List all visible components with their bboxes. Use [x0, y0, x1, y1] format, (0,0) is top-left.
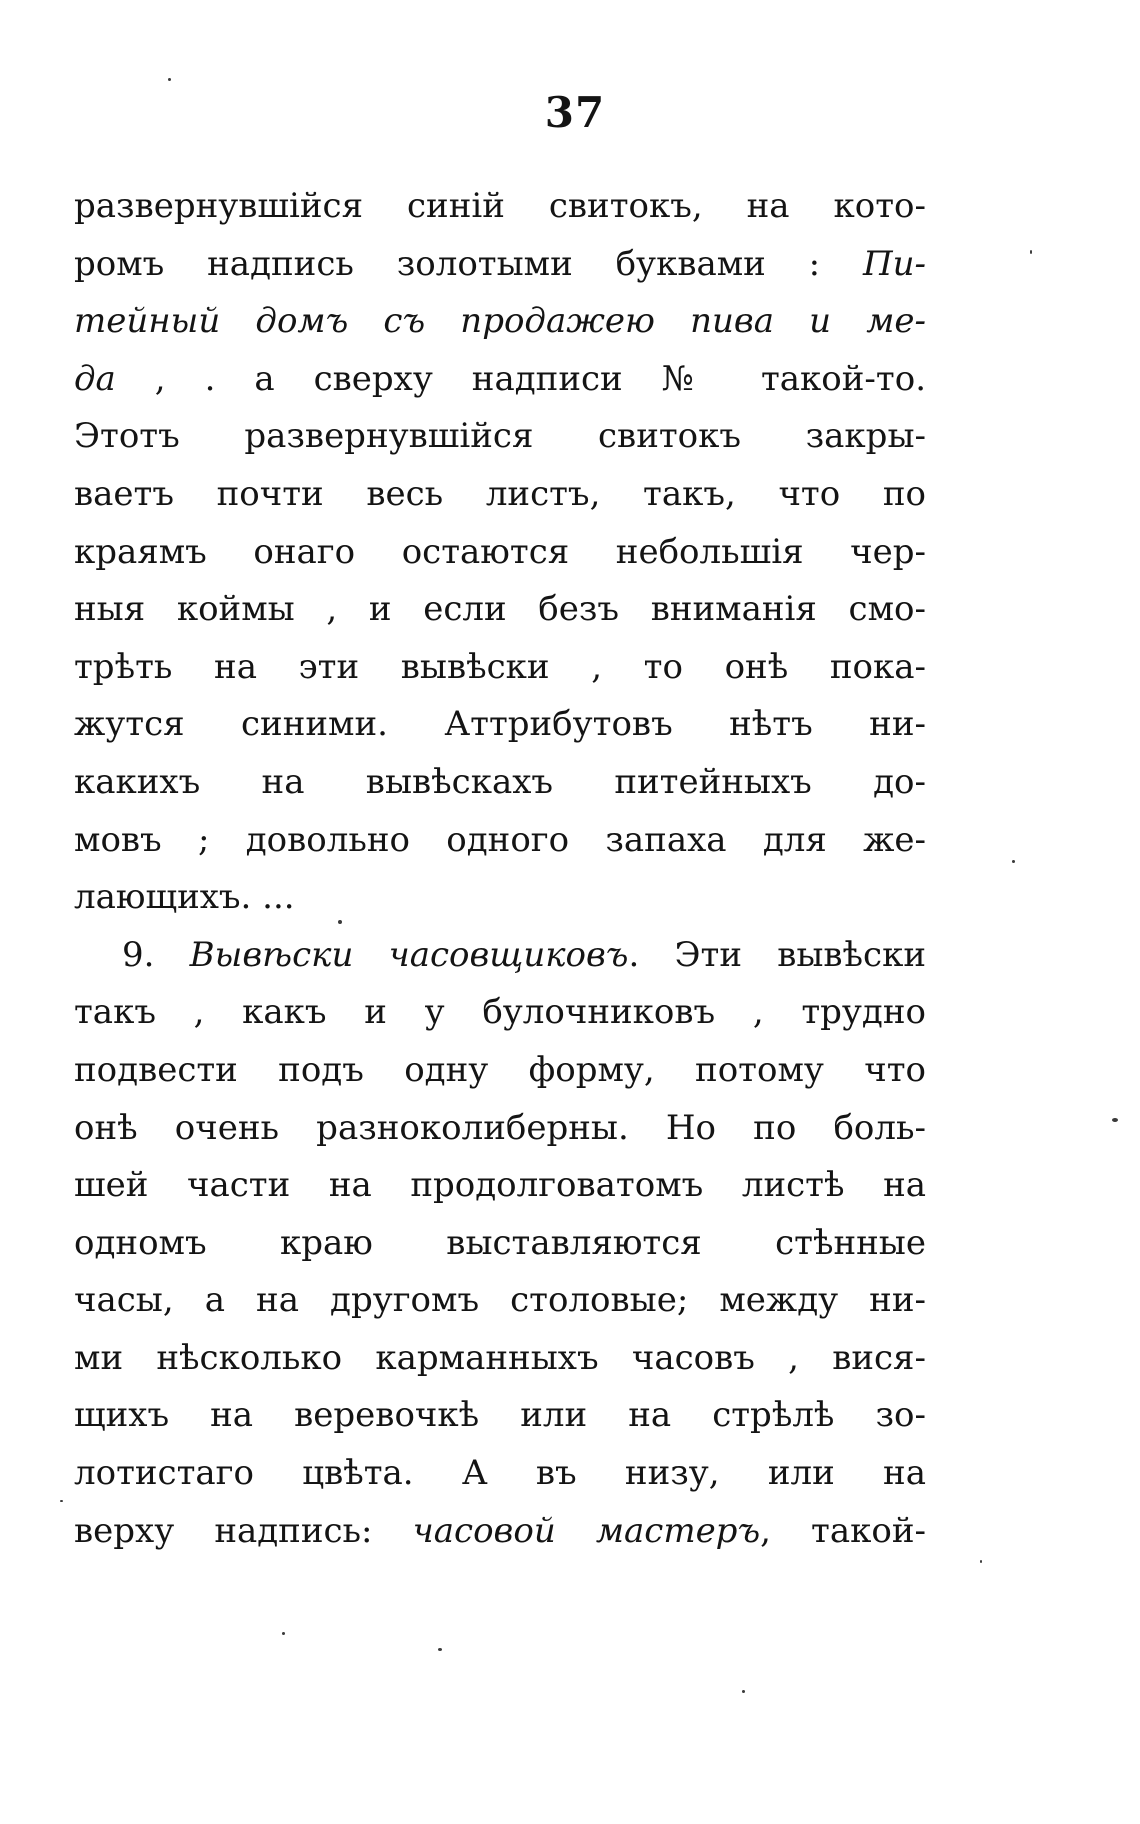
text-line [74, 1157, 926, 1215]
text-run: , . а сверху надписи № такой-то. [115, 358, 926, 399]
text-line [74, 754, 926, 812]
paper-speck [168, 78, 171, 81]
text-line [74, 408, 926, 466]
text-line [74, 927, 926, 985]
italic-text: тейный домъ съ продажею пива и ме- [74, 301, 926, 342]
text-run: шей части на продолговатомъ листѣ на [74, 1165, 926, 1206]
paper-speck [60, 1500, 63, 1502]
paper-speck [438, 1648, 442, 1651]
text-run: такъ , какъ и у булочниковъ , трудно [74, 992, 926, 1033]
paper-speck [338, 920, 342, 924]
text-line [74, 581, 926, 639]
text-run: лающихъ. ... [74, 877, 295, 918]
text-line [74, 351, 926, 409]
italic-text: часовой мастеръ [412, 1510, 761, 1551]
text-run: жутся синими. Аттрибутовъ нѣтъ ни- [74, 704, 926, 745]
text-line [74, 869, 926, 927]
text-run: развернувшійся синій свитокъ, на кото- [74, 186, 926, 226]
page-number: 37 [544, 88, 606, 137]
text-line [74, 1042, 926, 1100]
text-line [74, 1387, 926, 1445]
text-run: мовъ ; довольно одного запаха для же- [74, 819, 926, 860]
text-run: ми нѣсколько карманныхъ часовъ , вися- [74, 1337, 926, 1378]
text-line [74, 984, 926, 1042]
text-line [74, 639, 926, 697]
text-run: щихъ на веревочкѣ или на стрѣлѣ зо- [74, 1395, 926, 1436]
text-run: одномъ краю выставляются стѣнные [74, 1222, 926, 1263]
text-line [74, 1445, 926, 1503]
body-text [74, 178, 926, 1560]
text-run: краямъ онаго остаются небольшія чер- [74, 531, 926, 572]
text-run: верху надпись: [74, 1510, 413, 1551]
text-run: трѣть на эти вывѣски , то онѣ пока- [74, 646, 926, 687]
text-line [74, 1503, 926, 1561]
text-run: . Эти вывѣски [628, 934, 926, 975]
text-line [74, 466, 926, 524]
text-line [74, 1100, 926, 1158]
text-run: ромъ надпись золотыми буквами : [74, 243, 863, 284]
text-line [74, 236, 926, 294]
italic-text: да [74, 358, 116, 399]
text-run: Этотъ развернувшійся свитокъ закры- [74, 416, 926, 457]
text-line [74, 1330, 926, 1388]
text-line [74, 812, 926, 870]
paper-speck [980, 1560, 982, 1563]
text-line [74, 696, 926, 754]
text-run: часы, а на другомъ столовые; между ни- [74, 1280, 926, 1321]
text-run: подвести подъ одну форму, потому что [74, 1049, 926, 1090]
text-line [74, 524, 926, 582]
text-line [74, 293, 926, 351]
text-run: ныя коймы , и если безъ вниманія смо- [74, 589, 926, 630]
text-line [74, 1272, 926, 1330]
paper-speck [1112, 1118, 1118, 1122]
text-run: онѣ очень разноколиберны. Но по боль- [74, 1107, 926, 1148]
text-run: лотистаго цвѣта. А въ низу, или на [74, 1453, 926, 1494]
text-run: 9. [122, 934, 190, 975]
paper-speck [742, 1690, 745, 1693]
text-run: , такой- [760, 1510, 926, 1551]
text-line [74, 1215, 926, 1273]
italic-text: Вывѣски часовщиковъ [189, 934, 629, 975]
text-run: какихъ на вывѣскахъ питейныхъ до- [74, 761, 926, 802]
text-line [74, 178, 926, 236]
italic-text: Пи- [862, 243, 926, 284]
paper-speck [1012, 860, 1015, 863]
paper-speck [1030, 250, 1032, 254]
text-run: ваетъ почти весь листъ, такъ, что по [74, 473, 926, 514]
paper-speck [282, 1632, 285, 1635]
